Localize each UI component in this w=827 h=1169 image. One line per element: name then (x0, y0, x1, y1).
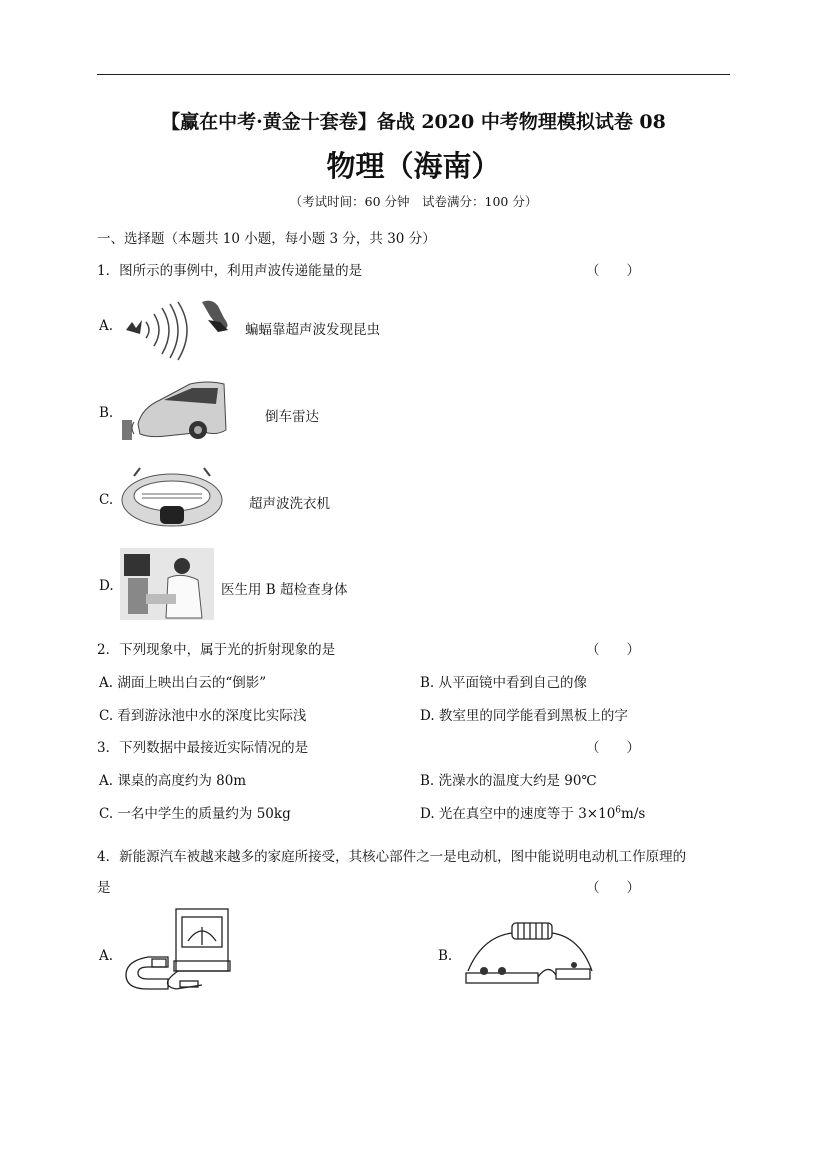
q4-stem-line1: 4．新能源汽车被越来越多的家庭所接受，其核心部件之一是电动机，图中能说明电动机工作原理的 (97, 849, 687, 865)
q3-bracket: （ ） (586, 740, 640, 756)
section-heading: 一、选择题（本题共 10 小题，每小题 3 分，共 30 分） (97, 231, 436, 247)
q3-option-d: D. 光在真空中的速度等于 $3\times 10^6m/s$ (420, 805, 646, 822)
q2-bracket: （ ） (586, 642, 640, 658)
header-rule (97, 74, 730, 75)
q1-option-b-letter: B. (99, 405, 114, 421)
q4-stem-line2: 是 (97, 880, 111, 896)
q1-option-c-text: 超声波洗衣机 (249, 496, 330, 512)
q2-stem: 2．下列现象中，属于光的折射现象的是 (97, 642, 336, 658)
q1-option-a-text: 蝙蝠靠超声波发现昆虫 (245, 322, 380, 338)
q3-option-c: C. 一名中学生的质量约为 50kg (99, 806, 291, 822)
exam-info: （考试时间：60 分钟 试卷满分：100 分） (289, 194, 538, 209)
paper-subject: 物理（海南） (326, 149, 501, 183)
q4-option-a-letter: A. (99, 948, 114, 964)
ultrasonic-washer-illustration (120, 466, 224, 530)
q1-option-d-text: 医生用 B 超检查身体 (221, 582, 348, 598)
q2-option-d: D. 教室里的同学能看到黑板上的字 (420, 708, 628, 724)
solenoid-circuit-illustration (462, 915, 600, 991)
q1-bracket: （ ） (586, 263, 640, 279)
galvanometer-coil-illustration (118, 905, 238, 997)
q1-option-b-text: 倒车雷达 (265, 409, 319, 425)
paper-title: 【赢在中考·黄金十套卷】备战 2020 中考物理模拟试卷 08 (161, 111, 666, 133)
q1-option-d-letter: D. (99, 578, 114, 594)
q3-option-b: B. 洗澡水的温度大约是 90℃ (420, 773, 597, 789)
q1-option-a-letter: A. (99, 318, 114, 334)
q2-option-b: B. 从平面镜中看到自己的像 (420, 675, 588, 691)
q3-stem: 3．下列数据中最接近实际情况的是 (97, 740, 309, 756)
q3-option-a: A. 课桌的高度约为 80m (99, 773, 247, 789)
b-ultrasound-illustration (120, 548, 214, 620)
q2-option-a: A. 湖面上映出白云的“倒影” (99, 675, 267, 691)
bat-sonar-illustration (120, 292, 240, 364)
q4-bracket: （ ） (586, 880, 640, 896)
q1-stem: 1．图所示的事例中，利用声波传递能量的是 (97, 263, 363, 279)
q1-option-c-letter: C. (99, 492, 114, 508)
q2-option-c: C. 看到游泳池中水的深度比实际浅 (99, 708, 307, 724)
q4-option-b-letter: B. (438, 948, 453, 964)
car-radar-illustration (120, 378, 228, 444)
